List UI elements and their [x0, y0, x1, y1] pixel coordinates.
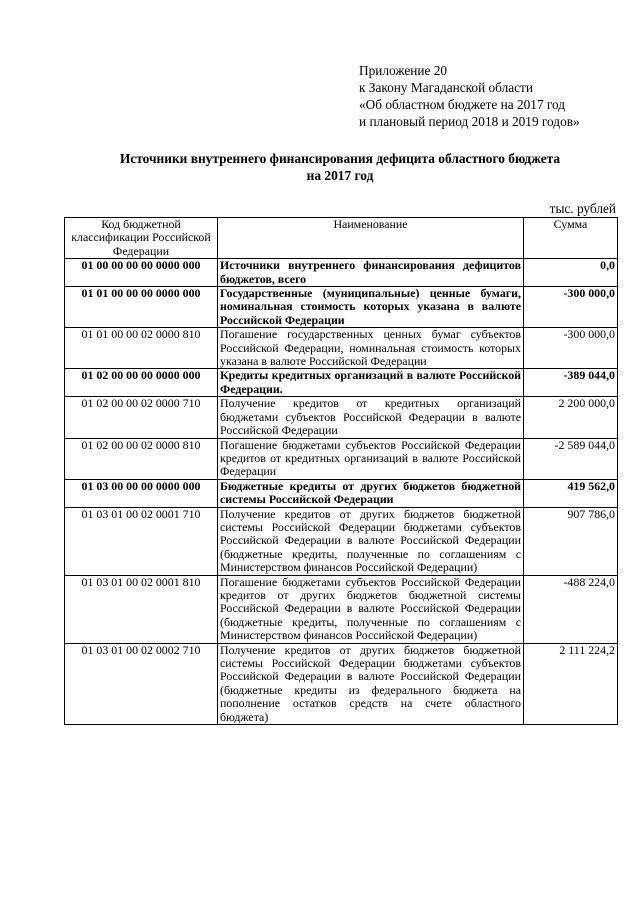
row-code: 01 01 00 00 02 0000 810	[65, 328, 218, 369]
row-sum: 2 111 224,2	[524, 643, 618, 724]
row-sum: -300 000,0	[524, 287, 618, 328]
appendix-line: к Закону Магаданской области	[359, 80, 533, 95]
row-sum: -488 224,0	[524, 575, 618, 643]
table-row	[65, 369, 618, 397]
row-sum: 419 562,0	[524, 479, 618, 507]
title-line-2: на 2017 год	[306, 168, 374, 183]
units-label: тыс. рублей	[549, 201, 616, 216]
title-line-1: Источники внутреннего финансирования дефицита областного бюджета	[119, 151, 561, 166]
row-name: Погашение бюджетами субъектов Российской Федерации кредитов от других бюджетов бюджетной системы Российской Федерации в валюте Российской Федерации (бюджетные кредиты, полученные по соглашениям с Министерством финансов Российской Федерации)	[218, 575, 524, 643]
appendix-line: «Об областном бюджете на 2017 год	[359, 97, 566, 112]
row-code: 01 03 01 00 02 0002 710	[65, 643, 218, 724]
row-name: Погашение бюджетами субъектов Российской Федерации кредитов от кредитных организаций в валюте Российской Федерации	[218, 438, 524, 479]
row-name: Кредиты кредитных организаций в валюте Российской Федерации.	[218, 369, 524, 397]
row-code: 01 03 01 00 02 0001 810	[65, 575, 218, 643]
row-sum: -2 589 044,0	[524, 438, 618, 479]
table-body	[65, 259, 618, 725]
table-row	[65, 643, 618, 724]
row-code: 01 02 00 00 02 0000 710	[65, 397, 218, 438]
row-code: 01 02 00 00 02 0000 810	[65, 438, 218, 479]
row-code: 01 03 00 00 00 0000 000	[65, 479, 218, 507]
header-code: Код бюджетной классификации Российской Федерации	[65, 218, 218, 259]
table-header-row	[65, 218, 618, 259]
table-row	[65, 287, 618, 328]
appendix-line: Приложение 20	[359, 63, 447, 78]
document-title	[60, 150, 620, 184]
table-row	[65, 397, 618, 438]
row-name: Погашение государственных ценных бумаг субъектов Российской Федерации, номинальная стоимость которых указана в валюте Российской Федерации	[218, 328, 524, 369]
row-name: Государственные (муниципальные) ценные бумаги, номинальная стоимость которых указана в валюте Российской Федерации	[218, 287, 524, 328]
budget-table	[64, 217, 618, 725]
appendix-note	[359, 62, 629, 130]
row-sum: 907 786,0	[524, 507, 618, 575]
row-sum: -300 000,0	[524, 328, 618, 369]
row-code: 01 03 01 00 02 0001 710	[65, 507, 218, 575]
header-name: Наименование	[218, 218, 524, 259]
header-sum: Сумма	[524, 218, 618, 259]
table-row	[65, 479, 618, 507]
row-sum: 2 200 000,0	[524, 397, 618, 438]
row-code: 01 02 00 00 00 0000 000	[65, 369, 218, 397]
row-name: Получение кредитов от других бюджетов бюджетной системы Российской Федерации бюджетами субъектов Российской Федерации в валюте Российской Федерации (бюджетные кредиты, полученные по соглашениям с Министерством финансов Российской Федерации)	[218, 507, 524, 575]
row-name: Получение кредитов от других бюджетов бюджетной системы Российской Федерации бюджетами субъектов Российской Федерации в валюте Российской Федерации (бюджетные кредиты из федерального бюджета на пополнение остатков средств на счете областного бюджета)	[218, 643, 524, 724]
table-row	[65, 438, 618, 479]
table-row	[65, 328, 618, 369]
appendix-line: и плановый период 2018 и 2019 годов»	[359, 114, 580, 129]
row-code: 01 01 00 00 00 0000 000	[65, 287, 218, 328]
row-code: 01 00 00 00 00 0000 000	[65, 259, 218, 287]
table-row	[65, 575, 618, 643]
row-name: Бюджетные кредиты от других бюджетов бюджетной системы Российской Федерации	[218, 479, 524, 507]
row-name: Получение кредитов от кредитных организаций бюджетами субъектов Российской Федерации в валюте Российской Федерации	[218, 397, 524, 438]
row-name: Источники внутреннего финансирования дефицитов бюджетов, всего	[218, 259, 524, 287]
row-sum: -389 044,0	[524, 369, 618, 397]
row-sum: 0,0	[524, 259, 618, 287]
table-row	[65, 259, 618, 287]
table-row	[65, 507, 618, 575]
